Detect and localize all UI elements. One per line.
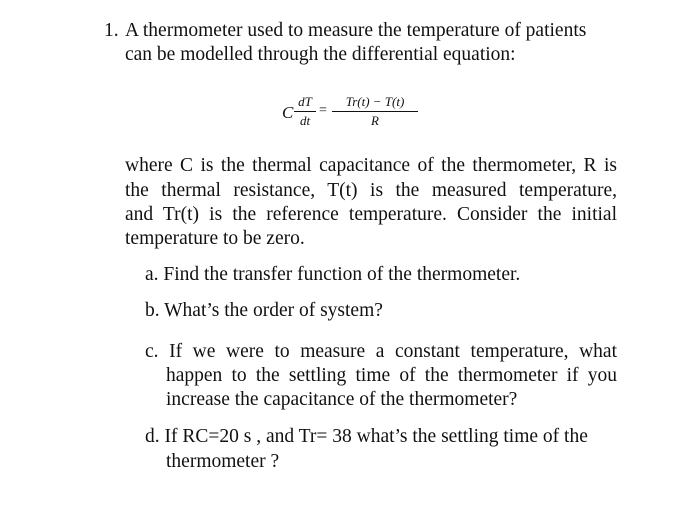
part-d-line-1: d. If RC=20 s , and Tr= 38 what’s the settling time of the: [145, 426, 588, 447]
part-c-line-3: increase the capacitance of the thermometer?: [166, 389, 518, 410]
equals-sign: =: [319, 103, 327, 118]
rhs-numerator: Tr(t) − T(t): [345, 94, 405, 109]
description-line-4: temperature to be zero.: [125, 228, 305, 249]
description-line-2: the thermal resistance, T(t) is the measured temperature,: [125, 180, 617, 201]
rhs-denominator: R: [371, 113, 379, 128]
question-intro-text-2: can be modelled through the differential equation:: [125, 44, 516, 65]
part-b: b. What’s the order of system?: [145, 300, 383, 321]
part-c-line-1: c. If we were to measure a constant temperature, what: [145, 341, 617, 362]
rhs-fraction-bar: [332, 111, 418, 112]
rhs-fraction: [332, 94, 418, 129]
lhs-denominator: dt: [299, 113, 311, 128]
differential-equation: [282, 92, 422, 136]
question-line-1: [104, 19, 586, 43]
question-intro-text-1: A thermometer used to measure the temperature of patients: [125, 20, 587, 41]
lhs-numerator: dT: [298, 94, 312, 109]
description-line-3: and Tr(t) is the reference temperature. Consider the initial: [125, 204, 617, 225]
part-c-line-2: happen to the settling time of the thermometer if you: [166, 365, 617, 386]
lhs-fraction-bar: [294, 111, 316, 112]
description-line-1: where C is the thermal capacitance of the thermometer, R is: [125, 155, 617, 176]
equation-coefficient: C: [282, 103, 294, 122]
question-number: 1.: [104, 20, 119, 41]
part-a: a. Find the transfer function of the thermometer.: [145, 264, 521, 285]
lhs-fraction: [294, 94, 316, 129]
part-d-line-2: thermometer ?: [166, 451, 280, 472]
